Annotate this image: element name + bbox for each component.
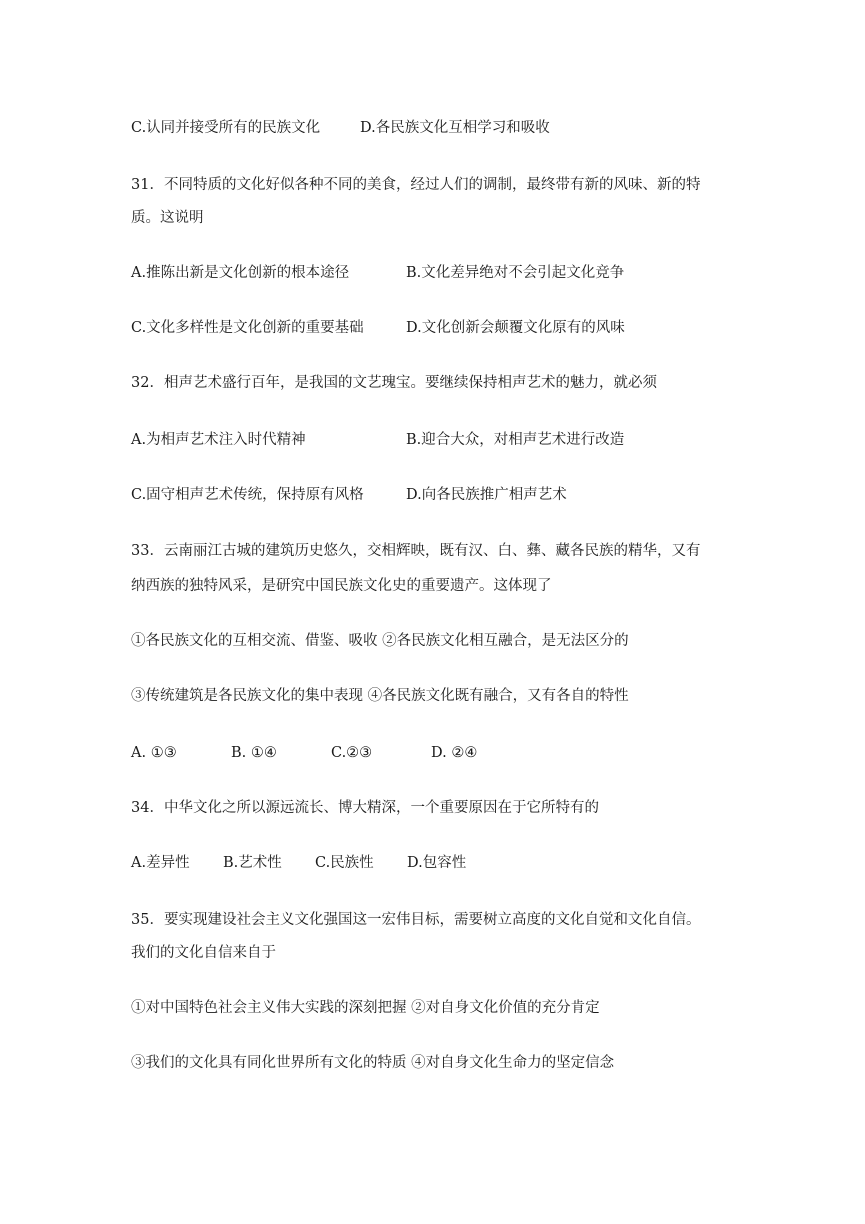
q32-option-a: A.为相声艺术注入时代精神 <box>131 432 306 448</box>
q33-options-row <box>131 744 477 762</box>
q34-option-d: D.包容性 <box>407 855 467 871</box>
q31-options-row-1 <box>131 264 624 282</box>
q34-option-c: C.民族性 <box>315 855 374 871</box>
q35-stem-line-1: 35．要实现建设社会主义文化强国这一宏伟目标，需要树立高度的文化自觉和文化自信。 <box>131 912 701 928</box>
q31-options-row-2 <box>131 319 625 337</box>
q32-option-c: C.固守相声艺术传统，保持原有风格 <box>131 487 364 503</box>
q35-statements-line-1: ①对中国特色社会主义伟大实践的深刻把握 ②对自身文化价值的充分肯定 <box>131 1000 600 1016</box>
q32-options-row-2 <box>131 486 567 504</box>
q34-option-b: B.艺术性 <box>223 855 282 871</box>
q32-options-row-1 <box>131 431 624 449</box>
q33-option-c: C.②③ <box>331 745 373 761</box>
q33-option-b: B. ①④ <box>231 745 277 761</box>
q33-option-d: D. ②④ <box>431 745 478 761</box>
q30-options-row <box>131 119 550 137</box>
q32-stem: 32．相声艺术盛行百年，是我国的文艺瑰宝。要继续保持相声艺术的魅力，就必须 <box>131 375 657 391</box>
q33-stem-line-2: 纳西族的独特风采，是研究中国民族文化史的重要遗产。这体现了 <box>131 578 552 594</box>
q34-options-row <box>131 854 466 872</box>
q31-option-c: C.文化多样性是文化创新的重要基础 <box>131 320 364 336</box>
q32-option-d: D.向各民族推广相声艺术 <box>406 487 567 503</box>
q30-option-d: D.各民族文化互相学习和吸收 <box>360 120 550 136</box>
q30-option-c: C.认同并接受所有的民族文化 <box>131 120 321 136</box>
q31-option-a: A.推陈出新是文化创新的根本途径 <box>131 265 350 281</box>
q33-stem-line-1: 33．云南丽江古城的建筑历史悠久，交相辉映，既有汉、白、彝、藏各民族的精华，又有 <box>131 543 701 559</box>
q33-statements-line-1: ①各民族文化的互相交流、借鉴、吸收 ②各民族文化相互融合，是无法区分的 <box>131 633 629 649</box>
q35-statements-line-2: ③我们的文化具有同化世界所有文化的特质 ④对自身文化生命力的坚定信念 <box>131 1055 615 1071</box>
q35-stem-line-2: 我们的文化自信来自于 <box>131 945 276 961</box>
q31-option-b: B.文化差异绝对不会引起文化竞争 <box>406 265 625 281</box>
q32-option-b: B.迎合大众，对相声艺术进行改造 <box>406 432 625 448</box>
q34-stem: 34．中华文化之所以源远流长、博大精深，一个重要原因在于它所特有的 <box>131 800 599 816</box>
q31-stem-line-2: 质。这说明 <box>131 210 204 226</box>
q33-option-a: A. ①③ <box>131 745 177 761</box>
q31-option-d: D.文化创新会颠覆文化原有的风味 <box>406 320 625 336</box>
q31-stem-line-1: 31．不同特质的文化好似各种不同的美食，经过人们的调制，最终带有新的风味、新的特 <box>131 177 701 193</box>
q33-statements-line-2: ③传统建筑是各民族文化的集中表现 ④各民族文化既有融合，又有各自的特性 <box>131 688 629 704</box>
q34-option-a: A.差异性 <box>131 855 190 871</box>
